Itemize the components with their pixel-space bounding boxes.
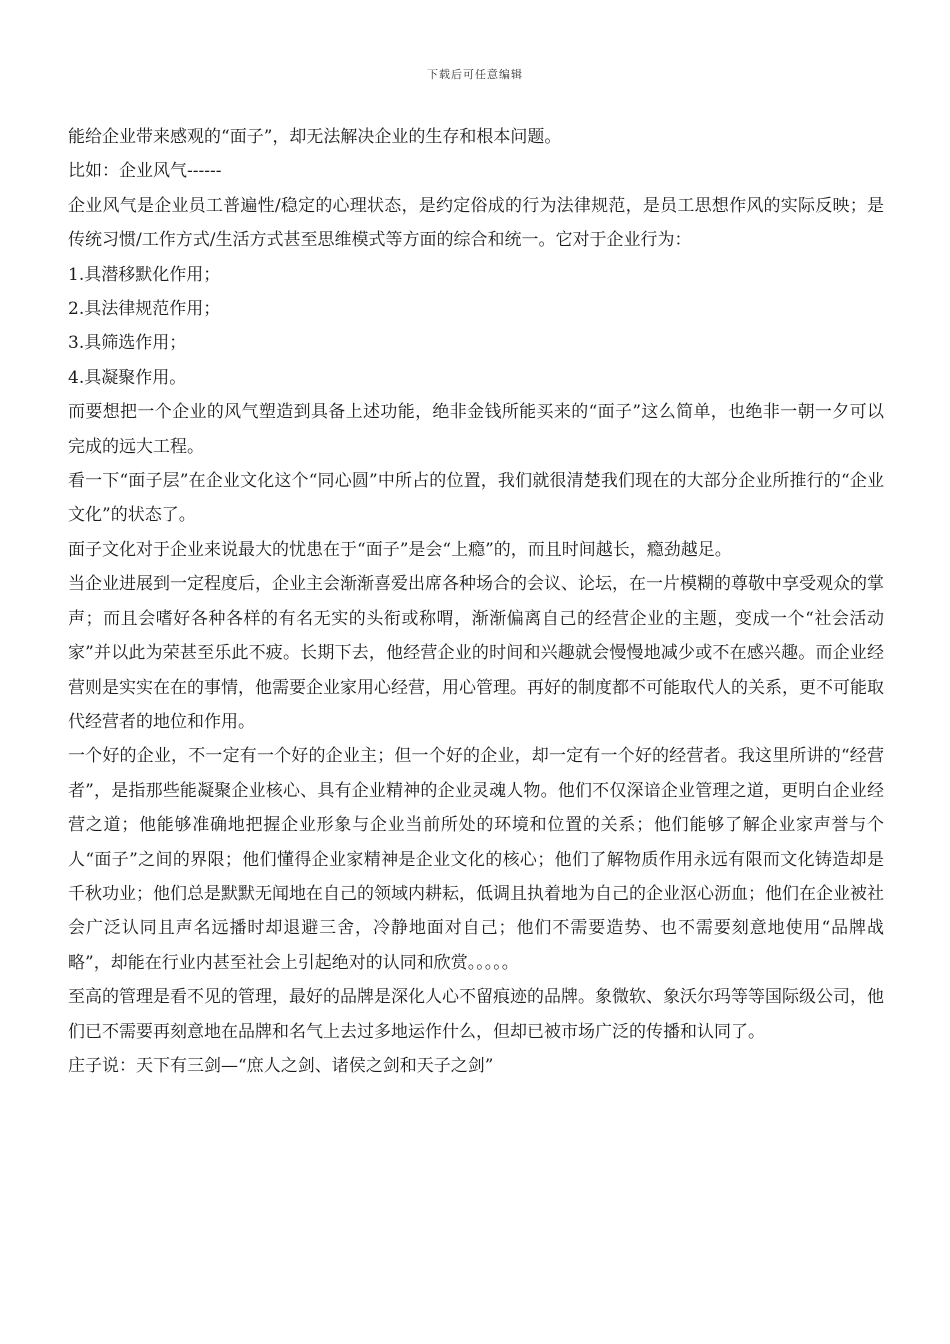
paragraph: 庄子说：天下有三剑—“庶人之剑、诸侯之剑和天子之剑” <box>68 1055 494 1076</box>
paragraph: 面子文化对于企业来说最大的忧患在于“面子”是会“上瘾”的，而且时间越长，瘾劲越足。 <box>68 539 732 560</box>
paragraph: 一个好的企业，不一定有一个好的企业主；但一个好的企业，却一定有一个好的经营者。我这里所讲的“经营者”，是指那些能凝聚企业核心、具有企业精神的企业灵魂人物。他们不仅深谙企业管理之道，更明白企业经营之道；他能够准确地把握企业形象与企业当前所处的环境和位置的关系；他们能够了解企业家声誉与个人“面子”之间的界限；他们懂得企业家精神是企业文化的核心；他们了解物质作用永远有限而文化铸造却是千秋功业；他们总是默默无闻地在自己的领域内耕耘，低调且执着地为自己的企业沤心沥血；他们在企业被社会广泛认同且声名远播时却退避三舍，冷静地面对自己；他们不需要造势、也不需要刻意地使用“品牌战略”，却能在行业内甚至社会上引起绝对的认同和欣赏。。。。。 <box>68 746 884 973</box>
list-item: 2.具法律规范作用； <box>68 299 221 320</box>
paragraph: 看一下“面子层”在企业文化这个“同心圆”中所占的位置，我们就很清楚我们现在的大部分企业所推行的“企业文化”的状态了。 <box>68 471 884 526</box>
list-item: 3.具筛选作用； <box>68 333 187 354</box>
paragraph: 而要想把一个企业的风气塑造到具备上述功能，绝非金钱所能买来的“面子”这么简单，也绝非一朝一夕可以完成的远大工程。 <box>68 402 884 457</box>
page-header: 下载后可任意编辑 <box>427 68 523 81</box>
paragraph: 当企业进展到一定程度后，企业主会渐渐喜爱出席各种场合的会议、论坛，在一片模糊的尊敬中享受观众的掌声；而且会嗜好各种各样的有名无实的头衔或称喟，渐渐偏离自己的经营企业的主题，变成一个“社会活动家”并以此为荣甚至乐此不疲。长期下去，他经营企业的时间和兴趣就会慢慢地减少或不在感兴趣。而企业经营则是实实在在的事情，他需要企业家用心经营，用心管理。再好的制度都不可能取代人的关系，更不可能取代经营者的地位和作用。 <box>68 574 884 732</box>
document-body <box>68 120 884 1083</box>
paragraph: 企业风气是企业员工普遍性/稳定的心理状态，是约定俗成的行为法律规范，是员工思想作风的实际反映；是传统习惯/工作方式/生活方式甚至思维模式等方面的综合和统一。它对于企业行为： <box>68 195 884 251</box>
paragraph: 比如：企业风气------ <box>68 161 222 182</box>
paragraph: 至高的管理是看不见的管理，最好的品牌是深化人心不留痕迹的品牌。象微软、象沃尔玛等等国际级公司，他们已不需要再刻意地在品牌和名气上去过多地运作什么，但却已被市场广泛的传播和认同了。 <box>68 987 884 1042</box>
paragraph: 能给企业带来感观的“面子”，却无法解决企业的生存和根本问题。 <box>68 127 562 147</box>
list-item: 1.具潜移默化作用； <box>68 264 221 285</box>
list-item: 4.具凝聚作用。 <box>68 367 187 388</box>
